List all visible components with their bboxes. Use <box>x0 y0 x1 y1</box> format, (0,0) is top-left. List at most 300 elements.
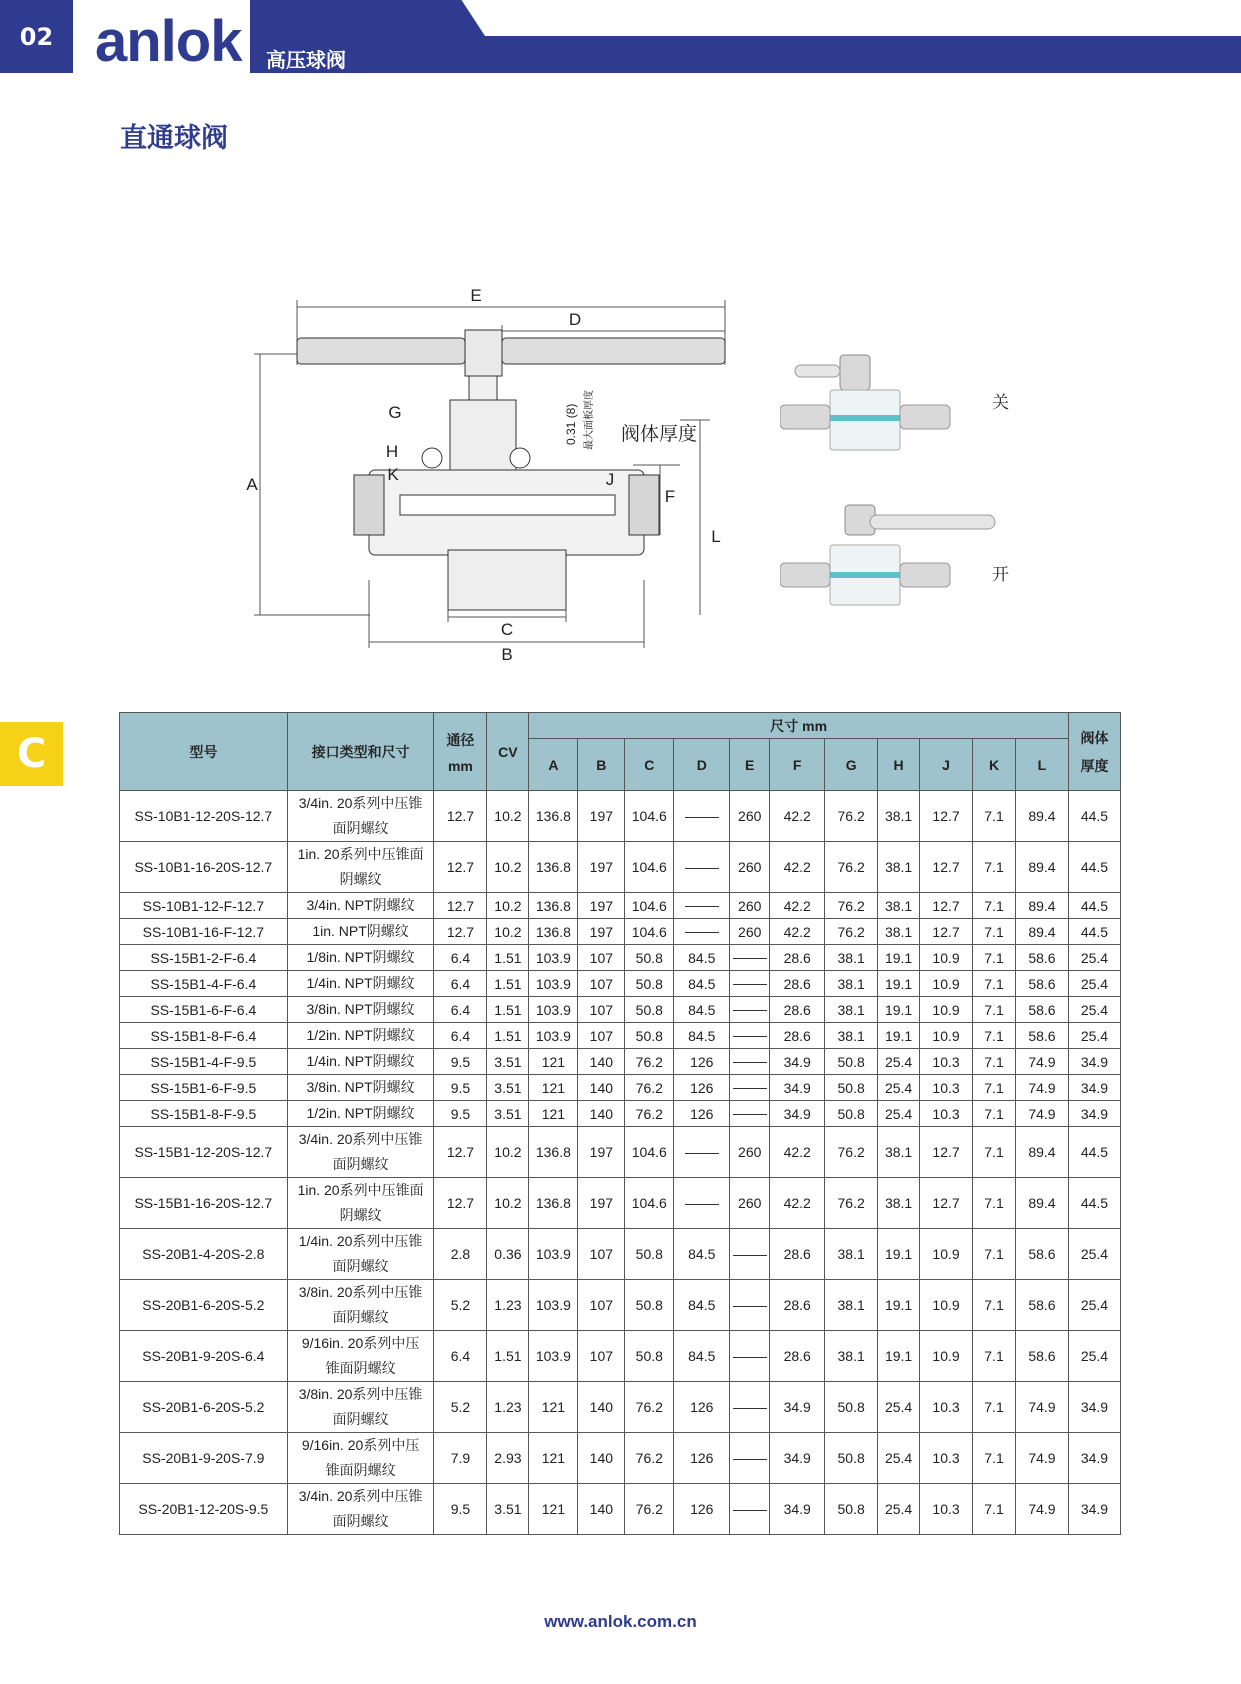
cell-dim-e <box>730 945 770 971</box>
cell-dim-b: 107 <box>578 1280 625 1331</box>
cell-model: SS-15B1-8-F-9.5 <box>120 1101 288 1127</box>
cell-model: SS-20B1-9-20S-6.4 <box>120 1331 288 1382</box>
page-number: 02 <box>0 0 73 73</box>
cell-dim-g: 76.2 <box>825 919 878 945</box>
cell-dim-f: 28.6 <box>770 1023 825 1049</box>
cell-dim-h: 25.4 <box>878 1484 920 1535</box>
cell-cv: 1.23 <box>487 1280 529 1331</box>
cell-bore: 12.7 <box>434 842 487 893</box>
cell-dim-l: 74.9 <box>1015 1049 1068 1075</box>
cell-dim-a: 121 <box>529 1484 578 1535</box>
header-col: F <box>770 739 825 791</box>
cell-connection <box>287 1484 434 1535</box>
cell-dim-d <box>674 791 730 842</box>
cell-dim-e <box>730 1331 770 1382</box>
cell-dim-a: 103.9 <box>529 1023 578 1049</box>
cell-dim-k: 7.1 <box>973 1484 1016 1535</box>
cell-dim-b: 197 <box>578 791 625 842</box>
cell-dim-h: 38.1 <box>878 791 920 842</box>
cell-dim-l: 89.4 <box>1015 893 1068 919</box>
header-connection: 接口类型和尺寸 <box>287 713 434 791</box>
cell-dim-e: 260 <box>730 1127 770 1178</box>
cell-model: SS-15B1-16-20S-12.7 <box>120 1178 288 1229</box>
empty-dash <box>733 958 767 959</box>
cell-dim-g: 38.1 <box>825 1229 878 1280</box>
cell-dim-j: 12.7 <box>920 1127 973 1178</box>
cell-cv: 3.51 <box>487 1075 529 1101</box>
cell-connection <box>287 791 434 842</box>
cell-dim-b: 107 <box>578 1023 625 1049</box>
body-thickness-label: 阀体厚度 <box>621 424 698 445</box>
cell-dim-f: 34.9 <box>770 1075 825 1101</box>
cell-dim-k: 7.1 <box>973 791 1016 842</box>
cell-dim-j: 10.3 <box>920 1382 973 1433</box>
cell-dim-t: 44.5 <box>1068 842 1120 893</box>
cell-dim-a: 103.9 <box>529 1331 578 1382</box>
cell-model: SS-15B1-12-20S-12.7 <box>120 1127 288 1178</box>
dim-label-f: F <box>664 487 676 506</box>
empty-dash <box>733 1036 767 1037</box>
cell-dim-k: 7.1 <box>973 1127 1016 1178</box>
table-row <box>120 971 1121 997</box>
connection-line-2: 阴螺纹 <box>339 1207 382 1223</box>
valve-closed-image <box>780 355 950 450</box>
header-col: B <box>578 739 625 791</box>
header-col: G <box>825 739 878 791</box>
cell-dim-g: 38.1 <box>825 945 878 971</box>
dim-label-d: D <box>568 310 582 329</box>
closed-label: 关 <box>992 393 1009 413</box>
cell-dim-c: 76.2 <box>625 1382 674 1433</box>
cell-dim-l: 89.4 <box>1015 791 1068 842</box>
panel-note: 0.31 (8) <box>564 403 578 445</box>
cell-dim-c: 50.8 <box>625 997 674 1023</box>
cell-dim-h: 19.1 <box>878 971 920 997</box>
cell-model: SS-20B1-6-20S-5.2 <box>120 1280 288 1331</box>
cell-dim-t: 34.9 <box>1068 1075 1120 1101</box>
cell-dim-l: 58.6 <box>1015 945 1068 971</box>
cell-dim-d <box>674 842 730 893</box>
cell-connection <box>287 971 434 997</box>
header-bar <box>0 0 1241 73</box>
cell-dim-j: 10.9 <box>920 1229 973 1280</box>
cell-model: SS-15B1-8-F-6.4 <box>120 1023 288 1049</box>
connection-line-1: 3/8in. 20系列中压锥 <box>298 1284 423 1300</box>
cell-dim-k: 7.1 <box>973 1101 1016 1127</box>
cell-dim-f: 34.9 <box>770 1101 825 1127</box>
connection-line-2: 面阴螺纹 <box>332 1309 389 1325</box>
cell-dim-e <box>730 1229 770 1280</box>
cell-cv: 10.2 <box>487 1127 529 1178</box>
cell-dim-j: 10.9 <box>920 997 973 1023</box>
cell-dim-e <box>730 997 770 1023</box>
empty-dash <box>685 1204 719 1205</box>
cell-dim-d <box>674 1127 730 1178</box>
cell-dim-b: 140 <box>578 1382 625 1433</box>
cell-dim-j: 10.3 <box>920 1101 973 1127</box>
empty-dash <box>685 906 719 907</box>
cell-dim-h: 38.1 <box>878 919 920 945</box>
cell-connection <box>287 1127 434 1178</box>
cell-dim-l: 74.9 <box>1015 1075 1068 1101</box>
cell-dim-f: 42.2 <box>770 842 825 893</box>
cell-dim-g: 50.8 <box>825 1433 878 1484</box>
table-row <box>120 1382 1121 1433</box>
cell-dim-e <box>730 1101 770 1127</box>
cell-dim-c: 50.8 <box>625 945 674 971</box>
cell-dim-e: 260 <box>730 893 770 919</box>
cell-dim-c: 76.2 <box>625 1484 674 1535</box>
header-body-thickness-1: 阀体 <box>1080 729 1109 746</box>
cell-dim-a: 103.9 <box>529 971 578 997</box>
cell-dim-k: 7.1 <box>973 1229 1016 1280</box>
cell-dim-h: 25.4 <box>878 1101 920 1127</box>
dim-label-a: A <box>246 475 258 494</box>
connection-line-1: 3/4in. 20系列中压锥 <box>298 1488 423 1504</box>
cell-dim-t: 34.9 <box>1068 1433 1120 1484</box>
empty-dash <box>685 817 719 818</box>
cell-dim-g: 76.2 <box>825 791 878 842</box>
connection-line-1: 1/4in. NPT阴螺纹 <box>306 975 415 991</box>
cell-dim-g: 50.8 <box>825 1101 878 1127</box>
dim-label-b: B <box>501 645 513 664</box>
cell-bore: 5.2 <box>434 1280 487 1331</box>
cell-dim-j: 12.7 <box>920 893 973 919</box>
cell-bore: 6.4 <box>434 971 487 997</box>
cell-cv: 1.51 <box>487 997 529 1023</box>
cell-dim-c: 50.8 <box>625 1280 674 1331</box>
connection-line-2: 面阴螺纹 <box>332 1156 389 1172</box>
connection-line-2: 面阴螺纹 <box>332 1513 389 1529</box>
panel-note-2: 最大面板厚度 <box>584 390 595 450</box>
header-col: K <box>973 739 1016 791</box>
cell-dim-t: 44.5 <box>1068 1178 1120 1229</box>
cell-dim-g: 76.2 <box>825 1178 878 1229</box>
cell-dim-l: 89.4 <box>1015 919 1068 945</box>
dim-label-h: H <box>385 442 399 461</box>
header-col: C <box>625 739 674 791</box>
cell-dim-e <box>730 1075 770 1101</box>
cell-dim-j: 12.7 <box>920 919 973 945</box>
cell-dim-t: 34.9 <box>1068 1049 1120 1075</box>
cell-dim-d <box>674 893 730 919</box>
cell-cv: 10.2 <box>487 1178 529 1229</box>
cell-dim-e <box>730 1280 770 1331</box>
cell-bore: 2.8 <box>434 1229 487 1280</box>
cell-bore: 6.4 <box>434 1023 487 1049</box>
cell-dim-k: 7.1 <box>973 971 1016 997</box>
cell-dim-a: 103.9 <box>529 1229 578 1280</box>
cell-dim-j: 10.9 <box>920 1280 973 1331</box>
header-bore-label: 通径 <box>446 731 475 748</box>
cell-dim-f: 28.6 <box>770 1229 825 1280</box>
header-band <box>250 36 1241 73</box>
cell-dim-t: 44.5 <box>1068 919 1120 945</box>
cell-dim-a: 103.9 <box>529 945 578 971</box>
empty-dash <box>685 868 719 869</box>
cell-dim-f: 28.6 <box>770 971 825 997</box>
cell-dim-j: 10.3 <box>920 1075 973 1101</box>
cell-dim-c: 104.6 <box>625 1127 674 1178</box>
cell-dim-a: 103.9 <box>529 997 578 1023</box>
section-tab: C <box>0 722 63 786</box>
cell-dim-g: 38.1 <box>825 971 878 997</box>
table-row <box>120 791 1121 842</box>
table-row <box>120 1023 1121 1049</box>
cell-dim-b: 197 <box>578 893 625 919</box>
cell-dim-j: 10.3 <box>920 1433 973 1484</box>
cell-dim-b: 140 <box>578 1101 625 1127</box>
cell-bore: 12.7 <box>434 893 487 919</box>
table-row <box>120 1075 1121 1101</box>
cell-dim-c: 76.2 <box>625 1049 674 1075</box>
cell-dim-e: 260 <box>730 919 770 945</box>
cell-dim-j: 10.3 <box>920 1484 973 1535</box>
cell-dim-l: 58.6 <box>1015 1331 1068 1382</box>
table-row <box>120 997 1121 1023</box>
cell-dim-d <box>674 1178 730 1229</box>
cell-dim-f: 28.6 <box>770 945 825 971</box>
cell-dim-k: 7.1 <box>973 1049 1016 1075</box>
cell-connection <box>287 919 434 945</box>
cell-dim-c: 76.2 <box>625 1433 674 1484</box>
table-row <box>120 1433 1121 1484</box>
connection-line-1: 1in. 20系列中压锥面 <box>297 846 424 862</box>
cell-dim-a: 136.8 <box>529 919 578 945</box>
dim-label-k: K <box>387 465 399 484</box>
cell-bore: 7.9 <box>434 1433 487 1484</box>
header-cv: CV <box>487 713 529 791</box>
connection-line-1: 3/8in. NPT阴螺纹 <box>306 1001 415 1017</box>
dim-label-c: C <box>500 620 514 639</box>
cell-dim-e <box>730 1049 770 1075</box>
cell-dim-b: 140 <box>578 1075 625 1101</box>
cell-dim-k: 7.1 <box>973 842 1016 893</box>
empty-dash <box>733 1510 767 1511</box>
cell-dim-g: 50.8 <box>825 1382 878 1433</box>
connection-line-1: 3/4in. 20系列中压锥 <box>298 1131 423 1147</box>
table-body <box>120 791 1121 1535</box>
cell-dim-t: 25.4 <box>1068 945 1120 971</box>
dim-label-j: J <box>605 470 615 489</box>
cell-dim-b: 107 <box>578 997 625 1023</box>
connection-line-1: 3/8in. 20系列中压锥 <box>298 1386 423 1402</box>
cell-dim-t: 25.4 <box>1068 1331 1120 1382</box>
empty-dash <box>685 1153 719 1154</box>
header-col: J <box>920 739 973 791</box>
cell-cv: 10.2 <box>487 791 529 842</box>
cell-dim-b: 107 <box>578 1229 625 1280</box>
empty-dash <box>733 1357 767 1358</box>
empty-dash <box>733 1255 767 1256</box>
cell-cv: 2.93 <box>487 1433 529 1484</box>
cell-model: SS-15B1-2-F-6.4 <box>120 945 288 971</box>
table-row <box>120 1484 1121 1535</box>
cell-dim-a: 121 <box>529 1433 578 1484</box>
cell-bore: 12.7 <box>434 1178 487 1229</box>
cell-cv: 1.51 <box>487 1023 529 1049</box>
cell-model: SS-10B1-16-20S-12.7 <box>120 842 288 893</box>
connection-line-2: 面阴螺纹 <box>332 820 389 836</box>
table-row <box>120 842 1121 893</box>
cell-dim-l: 58.6 <box>1015 997 1068 1023</box>
empty-dash <box>733 1088 767 1089</box>
cell-dim-h: 25.4 <box>878 1049 920 1075</box>
cell-dim-c: 50.8 <box>625 1229 674 1280</box>
header-col: A <box>529 739 578 791</box>
cell-dim-l: 74.9 <box>1015 1382 1068 1433</box>
cell-connection <box>287 1382 434 1433</box>
cell-dim-k: 7.1 <box>973 945 1016 971</box>
cell-dim-d: 84.5 <box>674 997 730 1023</box>
empty-dash <box>733 984 767 985</box>
cell-bore: 12.7 <box>434 1127 487 1178</box>
cell-dim-l: 74.9 <box>1015 1484 1068 1535</box>
cell-dim-c: 104.6 <box>625 842 674 893</box>
cell-dim-l: 58.6 <box>1015 971 1068 997</box>
connection-line-1: 9/16in. 20系列中压 <box>301 1335 420 1351</box>
cell-dim-e <box>730 1484 770 1535</box>
cell-cv: 10.2 <box>487 893 529 919</box>
cell-dim-l: 58.6 <box>1015 1023 1068 1049</box>
cell-connection <box>287 1178 434 1229</box>
cell-dim-g: 76.2 <box>825 842 878 893</box>
connection-line-2: 锥面阴螺纹 <box>325 1462 396 1478</box>
cell-dim-e <box>730 971 770 997</box>
cell-dim-a: 136.8 <box>529 791 578 842</box>
cell-dim-k: 7.1 <box>973 893 1016 919</box>
cell-connection <box>287 1229 434 1280</box>
cell-dim-j: 10.9 <box>920 971 973 997</box>
footer-url[interactable]: www.anlok.com.cn <box>544 1612 697 1631</box>
empty-dash <box>733 1306 767 1307</box>
cell-dim-h: 19.1 <box>878 945 920 971</box>
cell-dim-g: 38.1 <box>825 1331 878 1382</box>
cell-bore: 6.4 <box>434 945 487 971</box>
cell-dim-b: 197 <box>578 1178 625 1229</box>
table-row <box>120 1101 1121 1127</box>
header-col: L <box>1015 739 1068 791</box>
cell-dim-t: 25.4 <box>1068 1229 1120 1280</box>
table-row <box>120 893 1121 919</box>
series-title: 高压球阀 <box>266 48 346 72</box>
cell-dim-g: 76.2 <box>825 893 878 919</box>
cell-dim-e <box>730 1382 770 1433</box>
cell-dim-t: 34.9 <box>1068 1382 1120 1433</box>
cell-connection <box>287 1101 434 1127</box>
cell-bore: 9.5 <box>434 1075 487 1101</box>
dim-label-g: G <box>388 403 402 422</box>
table-row <box>120 1229 1121 1280</box>
cell-dim-t: 25.4 <box>1068 1280 1120 1331</box>
cell-dim-h: 25.4 <box>878 1382 920 1433</box>
header-col: E <box>730 739 770 791</box>
cell-dim-l: 74.9 <box>1015 1101 1068 1127</box>
connection-line-1: 1in. 20系列中压锥面 <box>297 1182 424 1198</box>
empty-dash <box>733 1010 767 1011</box>
cell-dim-h: 19.1 <box>878 1280 920 1331</box>
empty-dash <box>733 1408 767 1409</box>
table-row <box>120 1178 1121 1229</box>
header-body-thickness-2: 厚度 <box>1080 757 1109 774</box>
cell-dim-c: 104.6 <box>625 919 674 945</box>
cell-dim-t: 25.4 <box>1068 997 1120 1023</box>
cell-dim-l: 89.4 <box>1015 1178 1068 1229</box>
cell-dim-t: 25.4 <box>1068 971 1120 997</box>
cell-dim-g: 50.8 <box>825 1049 878 1075</box>
cell-dim-t: 34.9 <box>1068 1101 1120 1127</box>
connection-line-2: 面阴螺纹 <box>332 1411 389 1427</box>
cell-dim-b: 197 <box>578 842 625 893</box>
cell-model: SS-20B1-12-20S-9.5 <box>120 1484 288 1535</box>
table-row <box>120 945 1121 971</box>
cell-dim-k: 7.1 <box>973 1382 1016 1433</box>
valve-drawing <box>240 280 740 680</box>
cell-dim-d: 126 <box>674 1101 730 1127</box>
cell-dim-d: 84.5 <box>674 1331 730 1382</box>
table-row <box>120 1127 1121 1178</box>
cell-model: SS-10B1-12-20S-12.7 <box>120 791 288 842</box>
cell-dim-t: 34.9 <box>1068 1484 1120 1535</box>
cell-dim-b: 140 <box>578 1433 625 1484</box>
connection-line-1: 1/8in. NPT阴螺纹 <box>306 949 415 965</box>
cell-dim-l: 74.9 <box>1015 1433 1068 1484</box>
cell-connection <box>287 842 434 893</box>
cell-dim-a: 136.8 <box>529 893 578 919</box>
cell-dim-d: 126 <box>674 1484 730 1535</box>
header-body-thickness <box>1068 713 1120 791</box>
cell-dim-a: 121 <box>529 1101 578 1127</box>
cell-connection <box>287 1049 434 1075</box>
cell-dim-f: 28.6 <box>770 1331 825 1382</box>
cell-dim-f: 34.9 <box>770 1382 825 1433</box>
cell-dim-h: 38.1 <box>878 842 920 893</box>
cell-model: SS-10B1-12-F-12.7 <box>120 893 288 919</box>
cell-bore: 9.5 <box>434 1049 487 1075</box>
cell-connection <box>287 1433 434 1484</box>
cell-dim-c: 50.8 <box>625 1023 674 1049</box>
cell-dim-a: 121 <box>529 1382 578 1433</box>
cell-dim-l: 89.4 <box>1015 842 1068 893</box>
table-row <box>120 1331 1121 1382</box>
cell-dim-h: 38.1 <box>878 893 920 919</box>
cell-dim-d: 84.5 <box>674 1229 730 1280</box>
cell-dim-t: 44.5 <box>1068 791 1120 842</box>
table-row <box>120 919 1121 945</box>
cell-dim-d: 126 <box>674 1382 730 1433</box>
cell-cv: 10.2 <box>487 842 529 893</box>
cell-dim-f: 42.2 <box>770 893 825 919</box>
cell-dim-c: 104.6 <box>625 1178 674 1229</box>
cell-model: SS-15B1-4-F-9.5 <box>120 1049 288 1075</box>
connection-line-1: 1/4in. NPT阴螺纹 <box>306 1053 415 1069</box>
cell-dim-j: 10.3 <box>920 1049 973 1075</box>
cell-dim-j: 12.7 <box>920 791 973 842</box>
cell-dim-t: 44.5 <box>1068 893 1120 919</box>
cell-model: SS-15B1-6-F-9.5 <box>120 1075 288 1101</box>
cell-connection <box>287 997 434 1023</box>
cell-dim-d: 126 <box>674 1075 730 1101</box>
cell-cv: 1.51 <box>487 945 529 971</box>
cell-dim-d <box>674 919 730 945</box>
cell-dim-k: 7.1 <box>973 1331 1016 1382</box>
cell-bore: 6.4 <box>434 997 487 1023</box>
cell-dim-l: 89.4 <box>1015 1127 1068 1178</box>
cell-dim-g: 50.8 <box>825 1075 878 1101</box>
cell-dim-f: 34.9 <box>770 1484 825 1535</box>
cell-dim-g: 38.1 <box>825 1023 878 1049</box>
cell-cv: 1.51 <box>487 971 529 997</box>
